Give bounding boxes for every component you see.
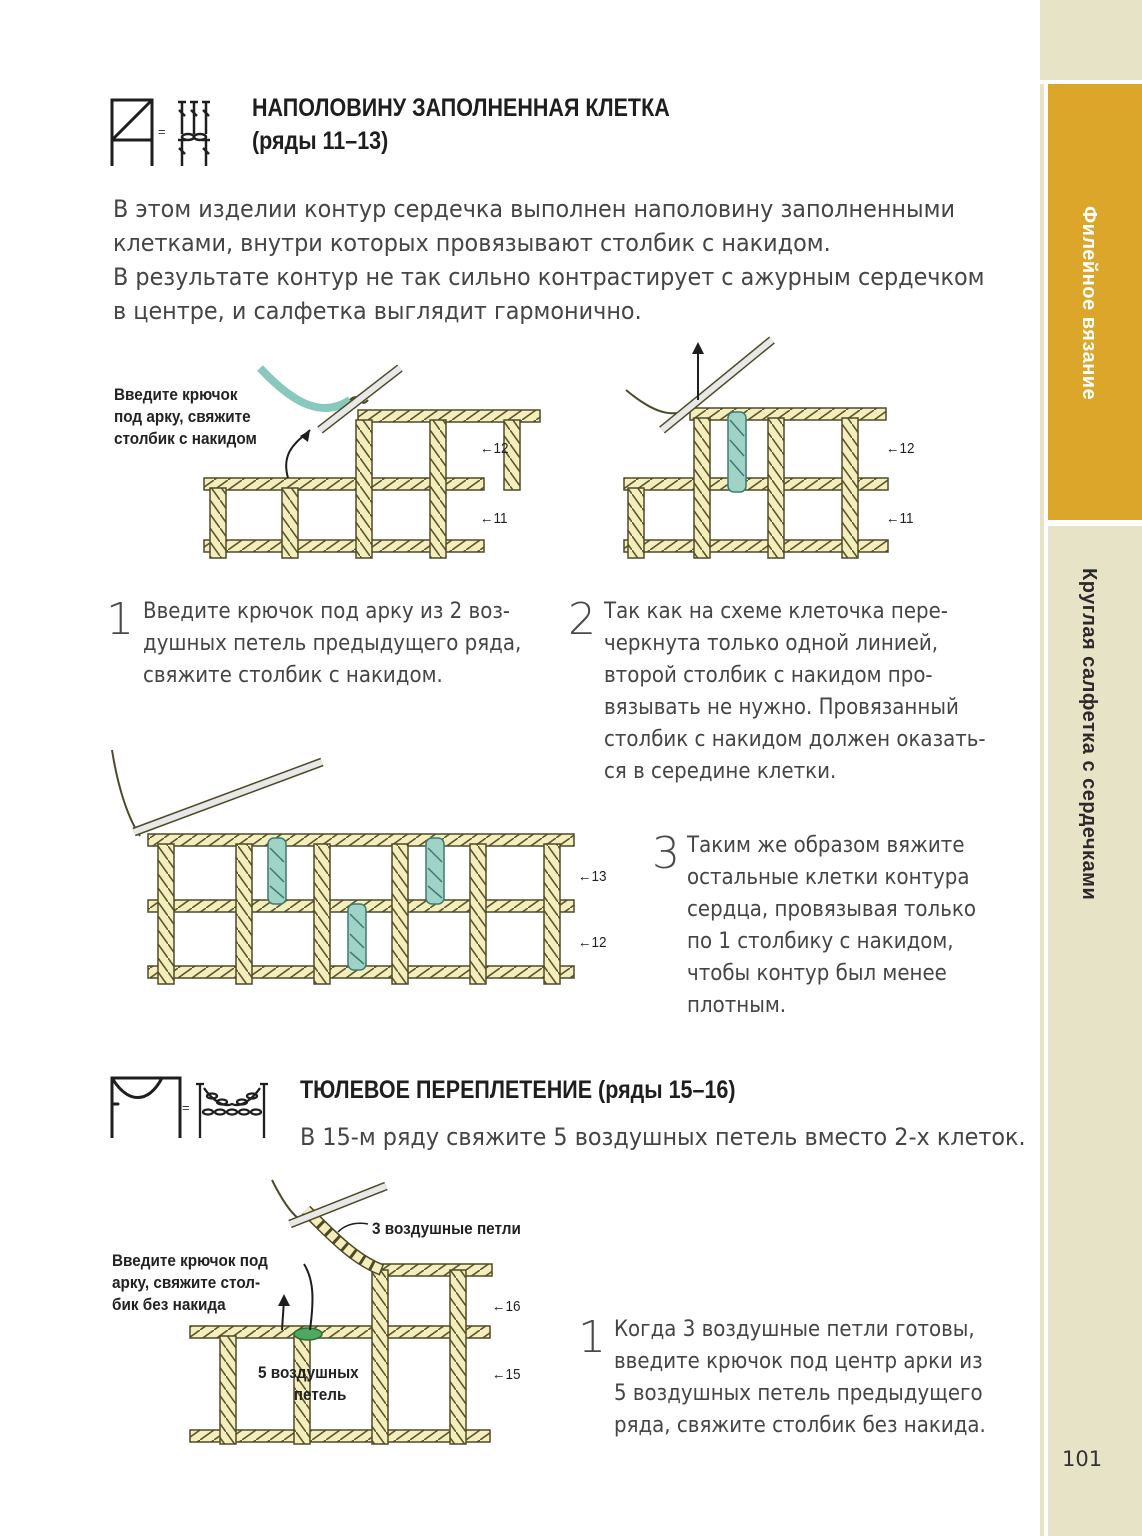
page-number: 101 [1062, 1447, 1103, 1471]
step2-text [604, 596, 986, 788]
intro-line: клетками, внутри которых провязывают столбик с накидом. [113, 229, 831, 257]
step1-text [143, 596, 521, 692]
intro-line: в центре, и салфетка выглядит гармонично. [113, 297, 642, 325]
figure4-row-label: ←15 [492, 1366, 521, 1383]
step-line: Введите крючок под арку из 2 воз- [143, 599, 511, 624]
sidebar-chapter-label: Круглая салфетка с сердечками [1078, 568, 1100, 901]
section2-step-text [614, 1314, 986, 1442]
section2-title: ТЮЛЕВОЕ ПЕРЕПЛЕТЕНИЕ (ряды 15–16) [300, 1076, 736, 1104]
figure2-crochet-illustration [622, 340, 942, 576]
figure4-bottom-label [258, 1362, 359, 1406]
step-line: сердца, провязывая только [687, 897, 976, 922]
figure3-crochet-illustration [108, 748, 588, 1010]
figure1-row-label: ←11 [480, 510, 508, 527]
tulle-weave-symbol-icon [108, 1074, 278, 1140]
step-line: остальные клетки контура [687, 865, 970, 890]
symbol-equals: = [182, 1100, 190, 1115]
section2-intro: В 15-м ряду свяжите 5 воздушных петель вместо 2-х клеток. [300, 1123, 1026, 1151]
symbol-equals: = [158, 124, 166, 139]
callout-line: под арку, свяжите [114, 407, 251, 426]
callout-line: петель [293, 1385, 347, 1404]
step-line: второй столбик с накидом про- [604, 663, 933, 688]
callout-line: Введите крючок [114, 385, 238, 404]
step-line: душных петель предыдущего ряда, [143, 631, 522, 656]
sidebar-section-tab [1048, 84, 1142, 520]
figure2-row-label: ←11 [886, 510, 914, 527]
figure1-callout [114, 384, 257, 450]
step-line: по 1 столбику с накидом, [687, 929, 954, 954]
callout-line: арку, свяжите стол- [112, 1273, 261, 1292]
section2-step-number: 1 [578, 1312, 606, 1363]
callout-line: бик без накида [112, 1295, 226, 1314]
sidebar-section-label: Филейное вязание [1078, 206, 1100, 401]
figure4-row-label: ←16 [492, 1298, 521, 1315]
section1-title [252, 92, 670, 158]
step-line: ряда, свяжите столбик без накида. [614, 1413, 986, 1438]
step3-text [687, 830, 976, 1022]
figure3-row-label: ←12 [578, 934, 607, 951]
step2-number: 2 [568, 594, 596, 645]
step-line: введите крючок под центр арки из [614, 1349, 983, 1374]
step-line: вязывать не нужно. Провязанный [604, 695, 959, 720]
step-line: свяжите столбик с накидом. [143, 663, 443, 688]
step-line: 5 воздушных петель предыдущего [614, 1381, 983, 1406]
step-line: плотным. [687, 993, 787, 1018]
half-filled-cell-symbol-icon [108, 94, 228, 168]
step-line: столбик с накидом должен оказать- [604, 727, 986, 752]
step-line: Таким же образом вяжите [687, 833, 965, 858]
intro-line: В результате контур не так сильно контрастирует с ажурным сердечком [113, 263, 985, 291]
figure2-row-label: ←12 [886, 440, 915, 457]
figure4-chain-label: 3 воздушные петли [372, 1219, 521, 1238]
section1-title-line: НАПОЛОВИНУ ЗАПОЛНЕННАЯ КЛЕТКА [252, 94, 670, 122]
figure3-row-label: ←13 [578, 868, 607, 885]
intro-line: В этом изделии контур сердечка выполнен наполовину заполненными [113, 195, 955, 223]
step-line: Так как на схеме клеточка пере- [604, 599, 948, 624]
callout-line: 5 воздушных [258, 1363, 359, 1382]
step-line: Когда 3 воздушные петли готовы, [614, 1317, 975, 1342]
sidebar-edge [1040, 84, 1044, 1536]
figure1-row-label: ←12 [480, 440, 509, 457]
step-line: черкнута только одной линией, [604, 631, 939, 656]
sidebar-chapter-tab [1048, 526, 1142, 1536]
step1-number: 1 [106, 594, 134, 645]
sidebar-top-block [1040, 0, 1142, 80]
figure4-callout [112, 1250, 268, 1316]
step-line: ся в середине клетки. [604, 759, 837, 784]
section1-title-rows: (ряды 11–13) [252, 127, 389, 155]
section1-intro [113, 192, 984, 328]
callout-line: Введите крючок под [112, 1251, 268, 1270]
step-line: чтобы контур был менее [687, 961, 947, 986]
step3-number: 3 [652, 828, 680, 879]
callout-line: столбик с накидом [114, 429, 257, 448]
